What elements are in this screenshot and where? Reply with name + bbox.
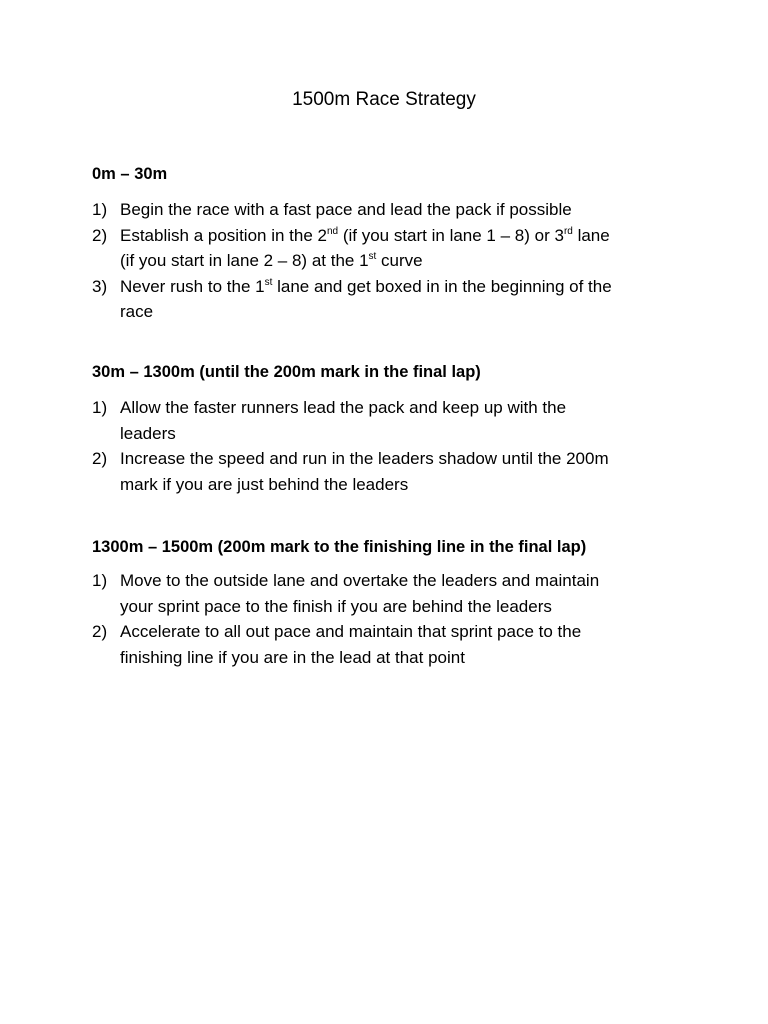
superscript-ordinal: st xyxy=(368,251,377,262)
section-list-1300m-1500m xyxy=(92,568,682,670)
list-item-number: 3) xyxy=(92,276,108,296)
list-item-number: 1) xyxy=(92,398,108,417)
superscript-ordinal: rd xyxy=(563,225,573,237)
list-item xyxy=(92,395,682,446)
list-item-text: Accelerate to all out pace and maintain that sprint pace to the xyxy=(120,622,582,641)
list-item-text: Establish a position in the 2nd (if you start in lane 1 – 8) or 3rd lane xyxy=(120,225,610,245)
list-item xyxy=(92,197,682,223)
section-list-30m-1300m xyxy=(92,395,682,497)
list-item-text-continued: leaders xyxy=(120,423,176,443)
list-item-text-continued: mark if you are just behind the leaders xyxy=(120,474,409,494)
list-item-text: Never rush to the 1st lane and get boxed in in the beginning of the xyxy=(120,276,612,296)
list-item-text-continued: your sprint pace to the finish if you are behind the leaders xyxy=(120,596,552,616)
section-heading-1300m-1500m: 1300m – 1500m (200m mark to the finishing line in the final lap) xyxy=(92,538,587,556)
page-title: 1500m Race Strategy xyxy=(292,89,476,110)
list-item-text: Increase the speed and run in the leaders shadow until the 200m xyxy=(120,449,609,468)
list-item-number: 1) xyxy=(92,200,108,219)
list-item-number: 1) xyxy=(92,571,108,590)
list-item-text-continued: race xyxy=(120,302,154,321)
list-item-text: Move to the outside lane and overtake the leaders and maintain xyxy=(120,571,600,590)
list-item-text: Allow the faster runners lead the pack and keep up with the xyxy=(120,398,567,417)
list-item-text: Begin the race with a fast pace and lead the pack if possible xyxy=(120,200,572,219)
section-list-0m-30m xyxy=(92,197,682,325)
list-item xyxy=(92,446,682,497)
list-item-number: 2) xyxy=(92,225,108,245)
section-heading-30m-1300m: 30m – 1300m (until the 200m mark in the final lap) xyxy=(92,363,481,381)
list-item-number: 2) xyxy=(92,449,108,468)
section-heading-0m-30m: 0m – 30m xyxy=(92,165,168,183)
list-item xyxy=(92,274,682,325)
list-item xyxy=(92,223,682,274)
list-item-number: 2) xyxy=(92,622,108,641)
list-item xyxy=(92,619,682,670)
list-item-text-continued: finishing line if you are in the lead at that point xyxy=(120,647,465,667)
list-item xyxy=(92,568,682,619)
superscript-ordinal: nd xyxy=(326,225,339,237)
list-item-text-continued: (if you start in lane 2 – 8) at the 1st curve xyxy=(120,251,423,270)
superscript-ordinal: st xyxy=(264,276,273,288)
